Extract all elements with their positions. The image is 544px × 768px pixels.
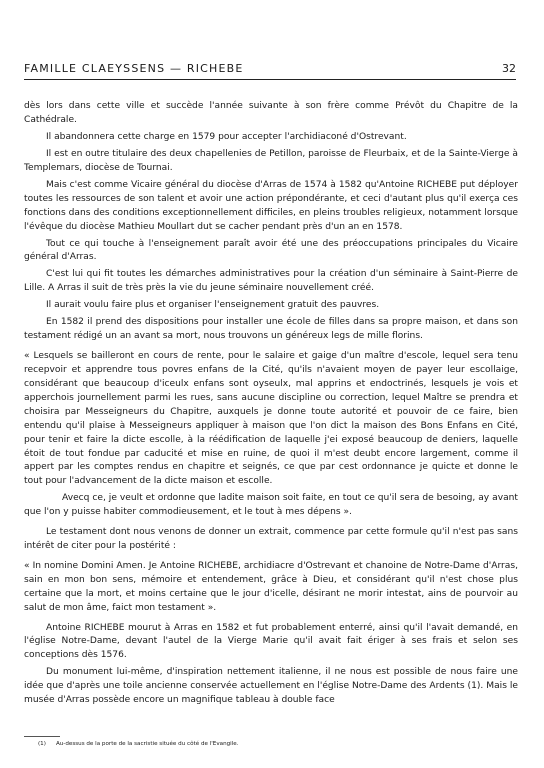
paragraph: Le testament dont nous venons de donner un extrait, commence par cette formule qu'il n'est pas sans intérêt de citer pour la postérité :	[24, 527, 518, 552]
paragraph: dès lors dans cette ville et succède l'année suivante à son frère comme Prévôt du Chapitre de la Cathédrale.	[24, 101, 518, 125]
running-header	[24, 60, 516, 80]
quotation-paragraph: « In nomine Domini Amen. Je Antoine RICHEBE, archidiacre d'Ostrevant et chanoine de Notre-Dame d'Arras, sain en mon bon sens, mémoire et entendement, grâce à Dieu, et considérant qu'il n'est chose plus certaine que la mort, et moins certaine que le jour d'icelle, désirant ne morir intestat, ains de pourvoir au salut de mon âme, faict mon testament ».	[24, 560, 518, 613]
paragraph: Tout ce qui touche à l'enseignement paraît avoir été une des préoccupations principales du Vicaire général d'Arras.	[24, 238, 518, 263]
page-number: 32	[502, 62, 516, 75]
quotation-paragraph: Avecq ce, je veult et ordonne que ladite maison soit faite, en tout ce qu'il sera de besoing, ay avant que l'on y puisse habiter commodieusement, et le tout à mes dépens ».	[24, 493, 518, 518]
footnote	[38, 740, 514, 748]
quotation-paragraph: « Lesquels se bailleront en cours de rente, pour le salaire et gaige d'un maître d'escole, lequel sera tenu recepvoir et apprendre tous povres enfans de la Cité, qu'ils n'avaient moyen de payer leur escollaige, considérant que beaucoup d'iceulx enfans sont oyseulx, mal apprins et endoctrinés, lesquels je vois et apperchois journellement parmi les rues, sans aucune discipline ou correction, lequel Maître se prendra et choisira par Messeigneurs du Chapitre, auxquels je donne toute autorité et pouvoir de ce faire, bien entendu qu'il plaise à Messeigneurs appliquer à maison que l'on dict la maison des Bons Enfans en Cité, pour tenir et faire la dicte escolle, à la réédification de laquelle j'ei exposé beaucoup de deniers, laquelle étoit de tout fondue par caducité et mise en ruine, de quoi il m'est deubt encore largement, comme il appert par les comptes rendus en chapitre et seignés, ce que par cest ordonnance je quicte et donne le tout pour l'advancement de la dicte maison et escolle.	[24, 351, 518, 487]
header-rule	[24, 79, 516, 80]
footnote-text: Au-dessus de la porte de la sacristie située du côté de l'Evangile.	[55, 741, 239, 747]
footnote-mark: (1)	[38, 741, 46, 747]
header-title: FAMILLE CLAEYSSENS — RICHEBE	[24, 62, 244, 75]
paragraph: Du monument lui-même, d'inspiration nettement italienne, il ne nous est possible de nous faire une idée que d'après une toile ancienne conservée actuellement en l'église Notre-Dame des Ardents (1). Mais le musée d'Arras possède encore un magnifique tableau à double face	[24, 667, 518, 706]
paragraph: Il aurait voulu faire plus et organiser l'enseignement gratuit des pauvres.	[46, 300, 380, 311]
body-text	[24, 100, 518, 711]
paragraph: Mais c'est comme Vicaire général du diocèse d'Arras de 1574 à 1582 qu'Antoine RICHEBE put déployer toutes les ressources de son talent et avoir une action prépondérante, et ceci d'autant plus qu'il exerça ces fonctions dans des conditions exceptionnellement difficiles, en pleins troubles religieux, notamment lorsque l'évêque du diocèse Mathieu Moullart dut se cacher pendant près d'un an en 1578.	[24, 179, 518, 232]
paragraph: En 1582 il prend des dispositions pour installer une école de filles dans sa propre maison, et dans son testament rédigé un an avant sa mort, nous trouvons un généreux legs de mille florins.	[24, 317, 518, 342]
paragraph: Antoine RICHEBE mourut à Arras en 1582 et fut probablement enterré, ainsi qu'il l'avait demandé, en l'église Notre-Dame, devant l'autel de la Vierge Marie qu'il avait fait ériger à ses frais et selon ses conceptions dès 1576.	[24, 622, 518, 661]
paragraph: C'est lui qui fit toutes les démarches administratives pour la création d'un séminaire à Saint-Pierre de Lille. A Arras il suit de très près la vie du jeune séminaire nouvellement créé.	[24, 269, 518, 294]
paragraph: Il est en outre titulaire des deux chapellenies de Petillon, paroisse de Fleurbaix, et de la Sainte-Vierge à Templemars, diocèse de Tournai.	[24, 148, 518, 173]
paragraph: Il abandonnera cette charge en 1579 pour accepter l'archidiaconé d'Ostrevant.	[46, 131, 407, 142]
footnote-rule	[24, 736, 60, 737]
